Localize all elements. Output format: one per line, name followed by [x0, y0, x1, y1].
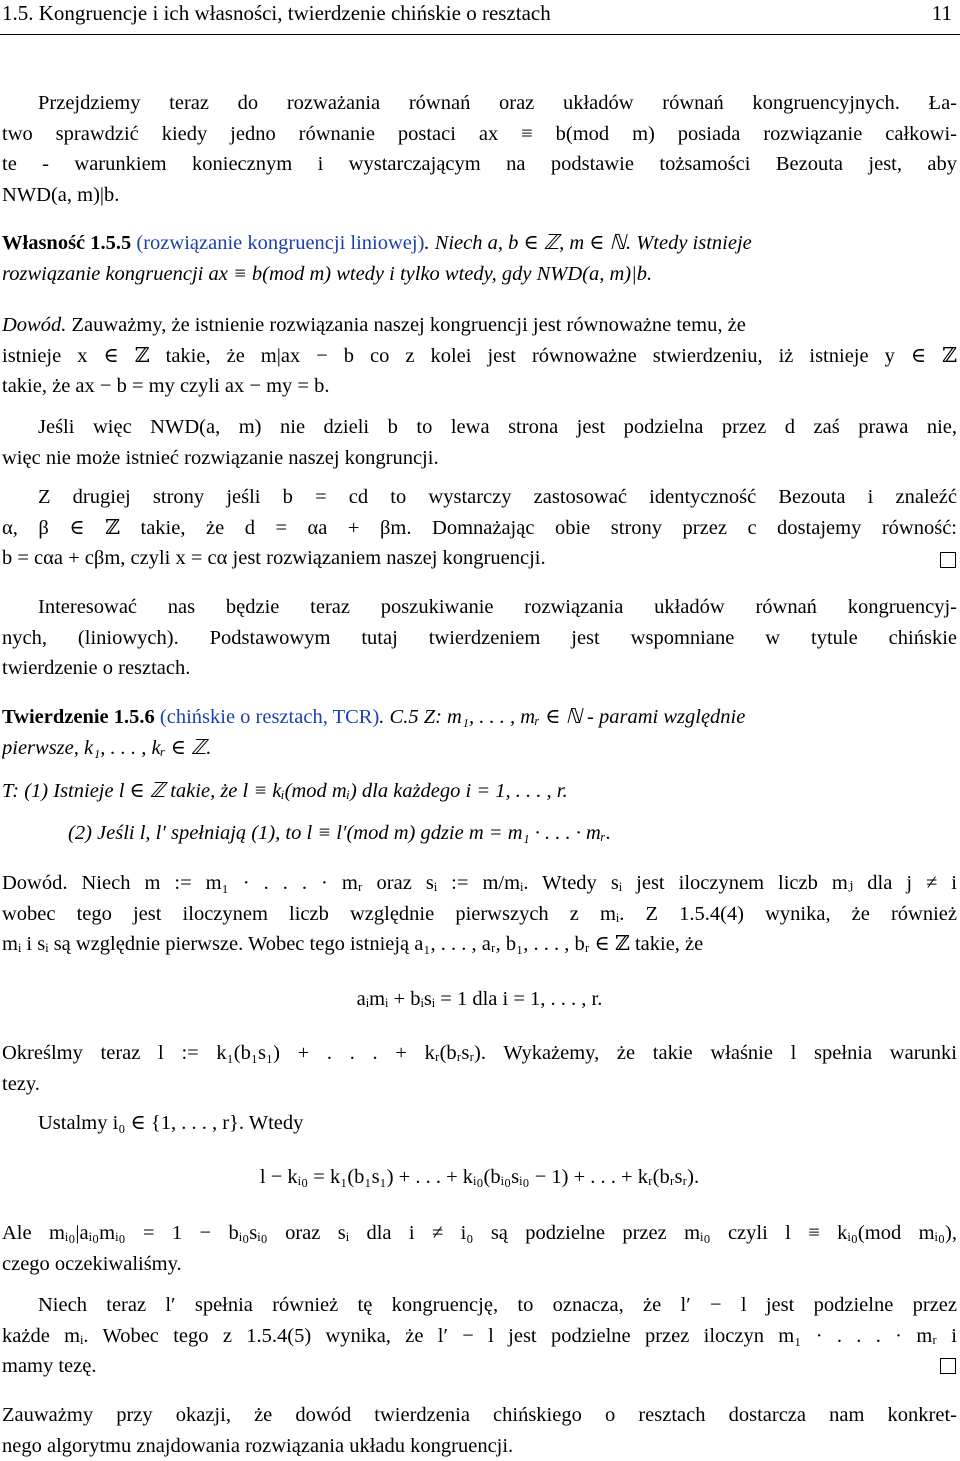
- proof-paragraph-define-l: [2, 1038, 957, 1099]
- display-equation: aᵢmᵢ + bᵢsᵢ = 1 dla i = 1, . . . , r.: [2, 984, 957, 1015]
- proof-label: Dowód.: [2, 314, 66, 336]
- text-line: [2, 310, 957, 341]
- qed-square-icon: [940, 552, 956, 568]
- text-line: mamy tezę.: [2, 1351, 957, 1382]
- text-line: te - warunkiem koniecznym i wystarczającym na podstawie tożsamości Bezouta jest, aby: [2, 149, 957, 180]
- theorem-label: Twierdzenie 1.5.6: [2, 706, 155, 728]
- property-statement: . Niech a, b ∈ ℤ, m ∈ ℕ. Wtedy istnieje: [424, 232, 751, 254]
- text-line: więc nie może istnieć rozwiązanie naszej kongruncji.: [2, 443, 957, 474]
- text-line: Zauważmy przy okazji, że dowód twierdzenia chińskiego o resztach dostarcza nam konkret-: [2, 1400, 957, 1431]
- text-line: Przejdziemy teraz do rozważania równań oraz układów równań kongruencyjnych. Ła-: [2, 88, 957, 119]
- paragraph-intro: [2, 88, 957, 210]
- proof-paragraph-uniqueness: [2, 1290, 957, 1382]
- page-number: 11: [932, 0, 952, 26]
- text-line: tezy.: [2, 1069, 957, 1100]
- property-line: rozwiązanie kongruencji ax ≡ b(mod m) wtedy i tylko wtedy, gdy NWD(a, m)|b.: [2, 259, 957, 290]
- text-line: istnieje x ∈ ℤ takie, że m|ax − b co z kolei jest równoważne stwierdzeniu, iż istnieje y ∈ ℤ: [2, 341, 957, 372]
- theorem-thesis-2: [2, 818, 957, 849]
- property-label: Własność 1.5.5: [2, 232, 131, 254]
- property-title-link[interactable]: (rozwiązanie kongruencji liniowej): [136, 232, 424, 254]
- text-line: takie, że ax − b = my czyli ax − my = b.: [2, 371, 957, 402]
- text-line: Jeśli więc NWD(a, m) nie dzieli b to lewa strona jest podzielna przez d zaś prawa nie,: [2, 412, 957, 443]
- text-line: two sprawdzić kiedy jedno równanie postaci ax ≡ b(mod m) posiada rozwiązanie całkowi-: [2, 119, 957, 150]
- text-line: mᵢ i sᵢ są względnie pierwsze. Wobec tego istnieją a₁, . . . , aᵣ, b₁, . . . , bᵣ ∈ ℤ takie, że: [2, 929, 957, 960]
- text-line: Ale mᵢ₀|aᵢ₀mᵢ₀ = 1 − bᵢ₀sᵢ₀ oraz sᵢ dla i ≠ i₀ są podzielne przez mᵢ₀ czyli l ≡ kᵢ₀(mod mᵢ₀),: [2, 1218, 957, 1249]
- text-line: Niech teraz l′ spełnia również tę kongruencję, to oznacza, że l′ − l jest podzielne przez: [2, 1290, 957, 1321]
- text-line: NWD(a, m)|b.: [2, 180, 957, 211]
- qed-square-icon: [940, 1358, 956, 1374]
- theorem-line: pierwsze, k₁, . . . , kᵣ ∈ ℤ.: [2, 733, 957, 764]
- property-line: [2, 228, 957, 259]
- text-line: każde mᵢ. Wobec tego z 1.5.4(5) wynika, że l′ − l jest podzielne przez iloczyn m₁ · . . . · mᵣ i: [2, 1321, 957, 1352]
- text-line: czego oczekiwaliśmy.: [2, 1249, 957, 1280]
- property-block: [2, 228, 957, 289]
- text-line: Z drugiej strony jeśli b = cd to wystarczy zastosować identyczność Bezouta i znaleźć: [2, 482, 957, 513]
- proof-paragraph-2: [2, 412, 957, 473]
- theorem-line: [2, 702, 957, 733]
- proof-block-1: [2, 310, 957, 402]
- theorem-statement: . C.5 Z: m₁, . . . , mᵣ ∈ ℕ - parami względnie: [379, 706, 745, 728]
- display-equation: l − kᵢ₀ = k₁(b₁s₁) + . . . + kᵢ₀(bᵢ₀sᵢ₀ − 1) + . . . + kᵣ(bᵣsᵣ).: [2, 1162, 957, 1193]
- section-title: 1.5. Kongruencje i ich własności, twierdzenie chińskie o resztach: [2, 0, 551, 26]
- paragraph-crt-intro: [2, 592, 957, 684]
- theorem-title-link[interactable]: (chińskie o resztach, TCR): [160, 706, 379, 728]
- text-line: Określmy teraz l := k₁(b₁s₁) + . . . + kᵣ(bᵣsᵣ). Wykażemy, że takie właśnie l spełnia warunki: [2, 1038, 957, 1069]
- theorem-block: [2, 702, 957, 763]
- equation-2: [2, 1162, 957, 1193]
- running-header: [0, 0, 960, 35]
- proof-text: Zauważmy, że istnienie rozwiązania naszej kongruencji jest równoważne temu, że: [66, 314, 745, 336]
- text-line: b = cαa + cβm, czyli x = cα jest rozwiązaniem naszej kongruencji.: [2, 543, 957, 574]
- text-line: nych, (liniowych). Podstawowym tutaj twierdzeniem jest wspomniane w tytule chińskie: [2, 623, 957, 654]
- thesis-line: T: (1) Istnieje l ∈ ℤ takie, że l ≡ kᵢ(mod mᵢ) dla każdego i = 1, . . . , r.: [2, 776, 957, 807]
- paragraph-closing: [2, 1400, 957, 1461]
- proof-paragraph-ale: [2, 1218, 957, 1279]
- equation-1: [2, 984, 957, 1015]
- proof-paragraph-3: [2, 482, 957, 574]
- thesis-line: (2) Jeśli l, l′ spełniają (1), to l ≡ l′(mod m) gdzie m = m₁ · . . . · mᵣ.: [2, 818, 957, 849]
- text-line: Dowód. Niech m := m₁ · . . . · mᵣ oraz sᵢ := m/mᵢ. Wtedy sᵢ jest iloczynem liczb mⱼ dla j ≠ i: [2, 868, 957, 899]
- text-line: nego algorytmu znajdowania rozwiązania układu kongruencji.: [2, 1431, 957, 1461]
- proof-block-2: [2, 868, 957, 960]
- text-line: Ustalmy i₀ ∈ {1, . . . , r}. Wtedy: [2, 1108, 957, 1139]
- text-line: twierdzenie o resztach.: [2, 653, 957, 684]
- text-line: wobec tego jest iloczynem liczb względnie pierwszych z mᵢ. Z 1.5.4(4) wynika, że również: [2, 899, 957, 930]
- proof-paragraph-fix-i0: [2, 1108, 957, 1139]
- theorem-thesis-1: [2, 776, 957, 807]
- text-line: α, β ∈ ℤ takie, że d = αa + βm. Domnażając obie strony przez c dostajemy równość:: [2, 513, 957, 544]
- text-line: Interesować nas będzie teraz poszukiwanie rozwiązania układów równań kongruencyj-: [2, 592, 957, 623]
